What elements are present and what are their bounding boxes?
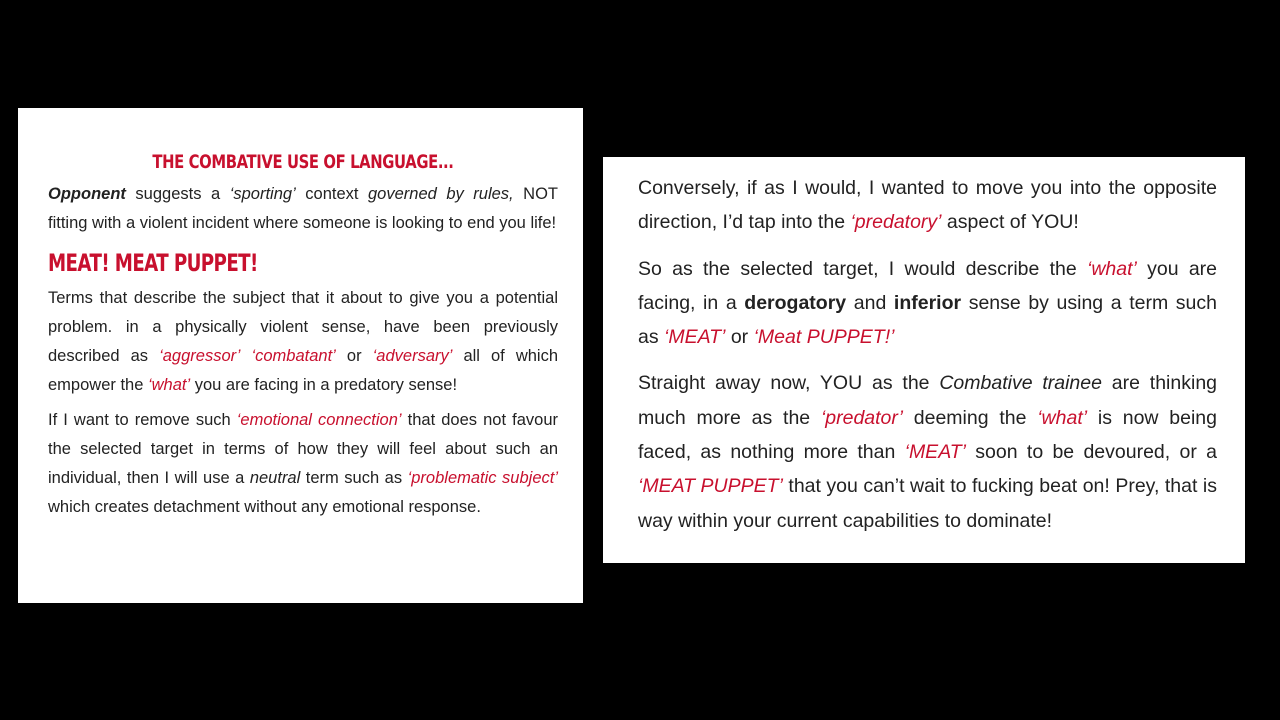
text-span: or: [335, 347, 373, 365]
term-problematic-subject: ‘problematic subject’: [407, 469, 558, 487]
text-span: context: [295, 185, 368, 203]
term-meat-puppet: ‘Meat PUPPET!’: [753, 326, 895, 349]
text-span: or: [725, 326, 754, 349]
term-combatant: ‘combatant’: [251, 347, 336, 365]
term-what: ‘what’: [1087, 257, 1137, 280]
text-span: Conversely, if as I would, I wanted to move you into the opposite direction, I’d tap into the: [638, 177, 1217, 234]
term-meat: ‘MEAT’: [904, 441, 966, 464]
term-combative-trainee: Combative trainee: [939, 372, 1102, 395]
text-span: suggests a: [125, 185, 230, 203]
text-span: you are facing in a predatory sense!: [190, 376, 458, 394]
term-meat-puppet: ‘MEAT PUPPET’: [638, 475, 783, 498]
text-span: So as the selected target, I would describe the: [638, 257, 1087, 280]
text-span: If I want to remove such: [48, 411, 237, 429]
text-span: term such as: [300, 469, 408, 487]
text-span: Straight away now, YOU as the: [638, 372, 940, 395]
term-emotional-connection: ‘emotional connection’: [236, 411, 402, 429]
text-span: Terms that describe the subject that it about to give you a potential problem. in a physically violent sense, have been previously described as: [48, 289, 558, 365]
right-paragraph-1: [638, 171, 1217, 240]
page-title: THE COMBATIVE USE OF LANGUAGE...: [152, 151, 454, 173]
right-paragraph-3: [638, 366, 1217, 537]
text-span: sense by using a term such as: [638, 291, 1217, 349]
text-span: you are facing, in a: [638, 257, 1218, 314]
term-adversary: ‘adversary’: [372, 347, 453, 365]
text-span: that you can’t wait to fucking beat on! Prey, that is way within your current capabilities to dominate!: [638, 475, 1217, 532]
text-span: [240, 347, 251, 365]
right-paragraph-2: [638, 252, 1217, 355]
text-span: that does not favour the selected target in terms of how they will feel about such an individual, then I will use a: [48, 411, 558, 487]
term-governed-by-rules: governed by rules,: [368, 185, 514, 203]
term-what: ‘what’: [147, 376, 191, 394]
term-sporting: ‘sporting’: [229, 185, 296, 203]
term-inferior: inferior: [893, 291, 962, 314]
text-span: NOT fitting with a violent incident where someone is looking to end you life!: [48, 185, 558, 232]
term-neutral: neutral: [249, 469, 301, 487]
left-paragraph-2: [48, 284, 558, 400]
text-span: which creates detachment without any emotional response.: [48, 498, 481, 516]
term-predatory: ‘predatory’: [850, 211, 942, 234]
text-span: are thinking much more as the: [638, 372, 1218, 429]
text-span: is now being faced, as nothing more than: [638, 406, 1217, 464]
term-opponent: Opponent: [48, 185, 126, 203]
right-page: [603, 157, 1245, 563]
section-heading: MEAT! MEAT PUPPET!: [48, 249, 258, 277]
term-meat: ‘MEAT’: [664, 326, 726, 349]
text-span: and: [846, 291, 894, 314]
term-aggressor: ‘aggressor’: [159, 347, 241, 365]
left-paragraph-1: [48, 180, 558, 238]
left-paragraph-3: [48, 406, 558, 522]
term-what: ‘what’: [1037, 406, 1088, 429]
term-predator: ‘predator’: [820, 406, 903, 429]
term-derogatory: derogatory: [744, 291, 847, 314]
text-span: deeming the: [902, 406, 1038, 429]
left-page: [18, 108, 583, 603]
text-span: soon to be devoured, or a: [966, 441, 1217, 464]
text-span: all of which empower the: [48, 347, 559, 394]
text-span: aspect of YOU!: [941, 211, 1079, 234]
